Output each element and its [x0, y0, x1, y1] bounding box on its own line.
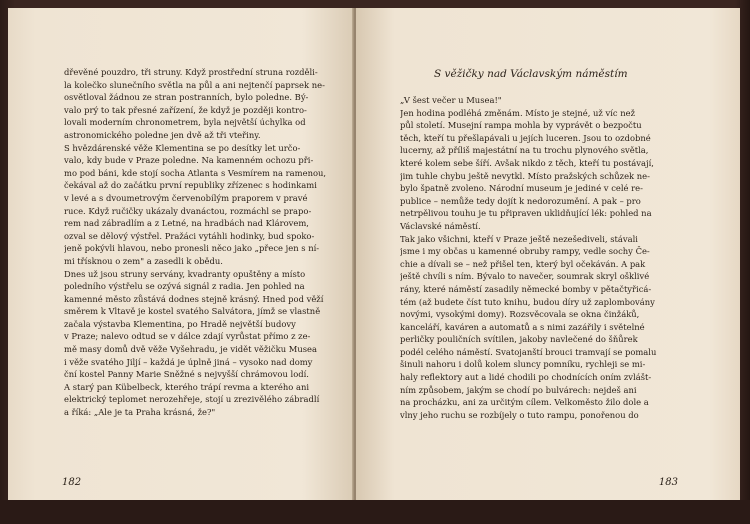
text-line: Tak jako všichni, kteří v Praze ještě nezešediveli, stávali: [400, 233, 638, 244]
text-line: ještě chvíli s ním. Bývalo to navečer, soumrak skryl ošklivé: [400, 271, 650, 282]
text-line: haly reflektory aut a lidé chodili po chodnících oním zvlášt-: [400, 372, 652, 383]
right-page-text: [400, 94, 672, 421]
text-line: ční kostel Panny Marie Sněžné s nejvyšší chrámovou lodí.: [64, 369, 309, 380]
text-line: Václavské náměstí.: [400, 220, 481, 231]
text-line: na procházku, ani za určitým cílem. Velkoměsto žilo dole a: [400, 397, 649, 408]
text-line: mě masy domů dvě věže Vyšehradu, je vidět věžičku Musea: [64, 344, 317, 355]
text-line: půl století. Musejní rampa mohla by vyprávět o bezpočtu: [400, 120, 642, 131]
text-line: A starý pan Kübelbeck, kterého trápí revma a kterého ani: [64, 381, 310, 392]
right-page: [356, 8, 740, 500]
left-page: [8, 8, 354, 500]
text-line: perličky pouličních svítilen, jakoby navlečené do šňůrek: [400, 334, 638, 345]
text-line: těch, kteří tu přešlapávali u jejích luceren. Jsou to ozdobné: [400, 132, 651, 143]
text-line: šinuli nahoru i dolů kolem sluncy pomníku, rychleji se mi-: [400, 359, 646, 370]
text-line: „V šest večer u Musea!": [400, 95, 502, 105]
text-line: mi třísknou o zem" a zasedli k obědu.: [64, 255, 223, 266]
text-line: čekával až do začátku první republiky zřízenec s hodinkami: [64, 180, 317, 191]
right-page-number: 183: [658, 477, 678, 488]
text-line: la kolečko slunečního světla na půl a ani nejtenčí paprsek ne-: [64, 79, 325, 90]
text-line: Jen hodina podléhá změnám. Místo je stejné, už víc než: [400, 107, 636, 118]
text-line: jeně pokývli hlavou, nebo pronesli něco jako „přece jen s ní-: [64, 243, 320, 254]
text-line: ním způsobem, jakým se chodí po bulvárech: nejdeš ani: [400, 384, 637, 395]
text-line: mo pod báni, kde stojí socha Atlanta s Vesmírem na ramenou,: [64, 167, 326, 178]
text-line: lovali moderním chronometrem, byla největší úchylka od: [64, 117, 306, 128]
text-line: S hvězdárenské věže Klementina se po desítky let určo-: [64, 142, 301, 153]
text-line: netrpělivou touhu je tu připraven uklidňující lék: pohled na: [400, 208, 652, 219]
text-line: poledního výstřelu se ozývá signál z radia. Jen pohled na: [64, 281, 305, 292]
text-line: lucerny, až příliš majestátní na tu trochu plynového světla,: [400, 145, 649, 156]
text-line: a říká: „Ale je ta Praha krásná, že?": [64, 407, 216, 418]
text-line: valo, kdy bude v Praze poledne. Na kamenném ochozu při-: [64, 155, 314, 166]
text-line: vlny jeho ruchu se rozbíjely o tuto rampu, ponořenou do: [400, 409, 639, 420]
text-line: začala výstavba Klementina, po Hradě největší budovy: [64, 318, 296, 329]
text-line: publice – nemůže tedy dojít k nedorozumění. A pak – pro: [400, 195, 641, 206]
text-line: chie a dívali se – než přišel ten, který byl očekáván. A pak: [400, 258, 646, 269]
text-line: rány, které náměstí zasadily německé bomby v pětačtyřicá-: [400, 283, 652, 294]
text-line: jim tuhle chybu ještě nevytkl. Místo pražských schůzek ne-: [400, 170, 650, 181]
text-line: ozval se dělový výstřel. Pražáci vytáhli hodinky, bud spoko-: [64, 230, 315, 241]
text-line: podél celého náměstí. Svatojanští brouci tramvají se pomalu: [400, 346, 657, 357]
left-page-text: [64, 66, 326, 419]
text-line: tém (až budete číst tuto knihu, budou díry už zaplombovány: [400, 296, 655, 307]
running-head: S věžičky nad Václavským náměstím: [434, 68, 628, 80]
text-line: bylo špatně zvoleno. Národní museum je jediné v celé re-: [400, 183, 643, 194]
text-line: novými, vysokými domy). Rozsvěcovala se okna činžáků,: [400, 309, 640, 320]
text-line: v levé a s dvoumetrovým červenobílým praporem v pravé: [64, 192, 308, 203]
text-line: i věže svatého Jiljí – každá je úplně jiná – vysoko nad domy: [64, 356, 313, 367]
text-line: rem nad zábradlím a z Letné, na hradbách nad Klárovem,: [64, 218, 309, 229]
text-line: v Praze; nalevo odtud se v dálce zdají vyrůstat přímo z ze-: [64, 331, 311, 342]
scan-bottom-edge: [0, 500, 750, 524]
text-line: osvětloval žádnou ze stran postranních, bylo poledne. Bý-: [64, 92, 309, 103]
text-line: ruce. Když ručičky ukázaly dvanáctou, rozmáchl se prapo-: [64, 205, 312, 216]
text-line: dřevěné pouzdro, tři struny. Když prostřední struna rozděli-: [64, 67, 318, 77]
text-line: které kolem sebe šíří. Avšak nikdo z těch, kteří tu postávají,: [400, 157, 654, 168]
text-line: směrem k Vltavě je kostel svatého Salvátora, jímž se vlastně: [64, 306, 321, 317]
text-line: astronomického poledne jen dvě až tři vteřiny.: [64, 129, 261, 140]
text-line: elektrický teplomet nerozehřeje, stojí u zrezivělého zábradlí: [64, 394, 320, 405]
text-line: kanceláří, kaváren a automatů a s nimi zazářily i světelné: [400, 321, 645, 332]
text-line: valo prý to tak přesné zařízení, že když je později kontro-: [64, 104, 307, 115]
text-line: jsme i my občas u kamenné obruby rampy, vedle sochy Če-: [400, 246, 650, 257]
text-line: kamenné město zůstává dodnes stejně krásný. Hned pod věží: [64, 293, 324, 304]
left-page-number: 182: [62, 477, 82, 488]
text-line: Dnes už jsou struny servány, kvadranty opuštěny a místo: [64, 268, 306, 279]
